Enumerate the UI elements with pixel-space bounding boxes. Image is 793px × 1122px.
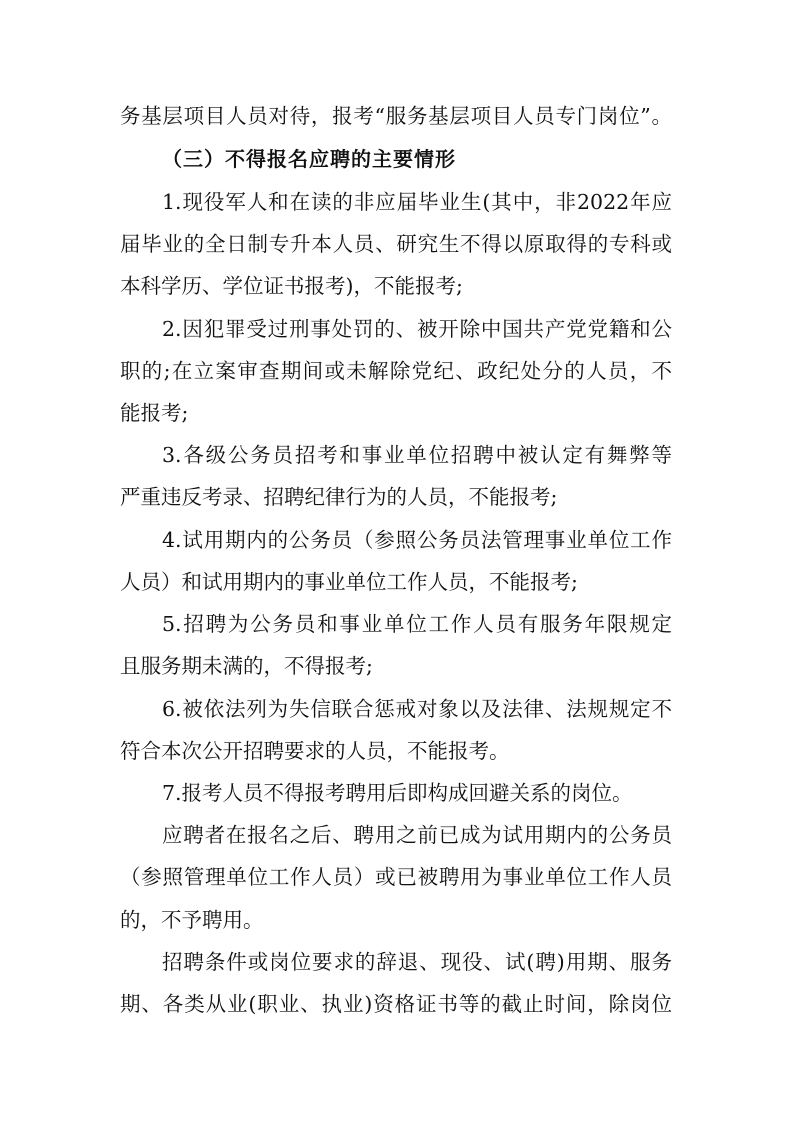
- text-line: 7.报考人员不得报考聘用后即构成回避关系的岗位。: [162, 781, 633, 805]
- text-line: 期、各类从业(职业、执业)资格证书等的截止时间，除岗位: [120, 992, 672, 1016]
- text-line: 5.招聘为公务员和事业单位工作人员有服务年限规定: [162, 612, 672, 636]
- text-line: 届毕业的全日制专升本人员、研究生不得以原取得的专科或: [120, 232, 672, 256]
- text-line: 符合本次公开招聘要求的人员，不能报考。: [120, 739, 510, 763]
- text-line: 职的;在立案审查期间或未解除党纪、政纪处分的人员，不: [120, 359, 672, 383]
- text-line: 招聘条件或岗位要求的辞退、现役、试(聘)用期、服务: [162, 950, 672, 974]
- text-line: （参照管理单位工作人员）或已被聘用为事业单位工作人员: [120, 865, 672, 889]
- text-line: 严重违反考录、招聘纪律行为的人员，不能报考;: [120, 485, 558, 509]
- text-line: 能报考;: [120, 401, 189, 425]
- text-line: 的，不予聘用。: [120, 908, 264, 932]
- section-heading: （三）不得报名应聘的主要情形: [162, 147, 456, 171]
- text-line: 人员）和试用期内的事业单位工作人员，不能报考;: [120, 570, 578, 594]
- text-line: 1.现役军人和在读的非应届毕业生(其中，非2022年应: [162, 190, 672, 214]
- text-line: 应聘者在报名之后、聘用之前已成为试用期内的公务员: [162, 823, 672, 847]
- text-line: 6.被依法列为失信联合惩戒对象以及法律、法规规定不: [162, 697, 672, 721]
- text-line: 3.各级公务员招考和事业单位招聘中被认定有舞弊等: [162, 443, 672, 467]
- text-line: 本科学历、学位证书报考)，不能报考;: [120, 274, 463, 298]
- text-line: 2.因犯罪受过刑事处罚的、被开除中国共产党党籍和公: [162, 317, 672, 341]
- text-line: 4.试用期内的公务员（参照公务员法管理事业单位工作: [162, 528, 672, 552]
- text-line: 且服务期未满的，不得报考;: [120, 654, 373, 678]
- text-line: 务基层项目人员对待，报考“服务基层项目人员专门岗位”。: [120, 104, 672, 128]
